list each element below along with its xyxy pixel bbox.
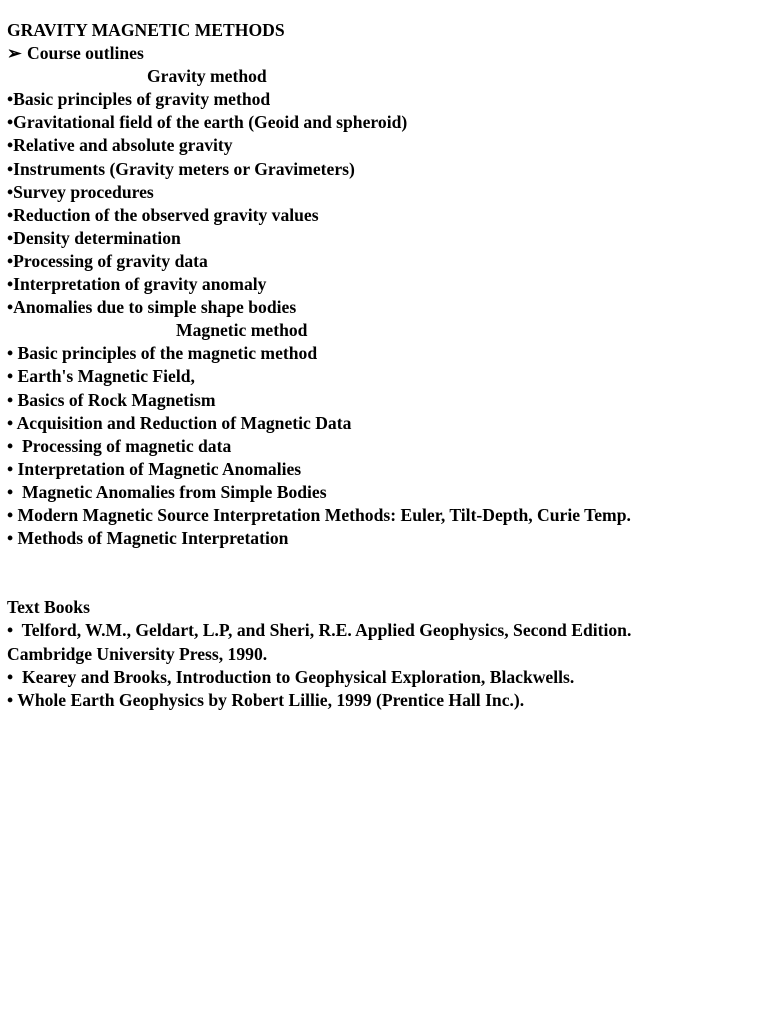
document-title: GRAVITY MAGNETIC METHODS bbox=[7, 20, 285, 40]
textbook-line: • Kearey and Brooks, Introduction to Geophysical Exploration, Blackwells. bbox=[7, 666, 575, 687]
list-item: •Anomalies due to simple shape bodies bbox=[7, 297, 297, 318]
list-item: • Modern Magnetic Source Interpretation Methods: Euler, Tilt-Depth, Curie Temp. bbox=[7, 504, 631, 525]
list-item: •Processing of gravity data bbox=[7, 250, 208, 271]
list-item: •Gravitational field of the earth (Geoid and spheroid) bbox=[7, 112, 408, 133]
section-spacer bbox=[7, 550, 762, 596]
list-item: • Earth's Magnetic Field, bbox=[7, 366, 195, 387]
textbook-line: • Whole Earth Geophysics by Robert Lillie, 1999 (Prentice Hall Inc.). bbox=[7, 689, 525, 710]
textbook-line: Cambridge University Press, 1990. bbox=[7, 643, 268, 664]
textbook-line: • Telford, W.M., Geldart, L.P, and Sheri, R.E. Applied Geophysics, Second Edition. bbox=[7, 620, 632, 641]
list-item: •Reduction of the observed gravity values bbox=[7, 204, 319, 225]
arrow-bullet-icon: ➢ bbox=[7, 43, 22, 64]
list-item: • Methods of Magnetic Interpretation bbox=[7, 528, 289, 549]
list-item: • Basics of Rock Magnetism bbox=[7, 389, 216, 410]
list-item: • Processing of magnetic data bbox=[7, 435, 232, 456]
text-books-heading: Text Books bbox=[7, 597, 90, 618]
document-body bbox=[7, 19, 762, 712]
list-item: • Acquisition and Reduction of Magnetic Data bbox=[7, 412, 352, 433]
course-outlines-heading bbox=[7, 42, 762, 65]
list-item: •Basic principles of gravity method bbox=[7, 89, 271, 110]
course-outlines-label: Course outlines bbox=[27, 43, 144, 64]
list-item: •Instruments (Gravity meters or Gravimeters) bbox=[7, 158, 355, 179]
list-item: •Density determination bbox=[7, 227, 181, 248]
list-item: • Magnetic Anomalies from Simple Bodies bbox=[7, 481, 327, 502]
list-item: • Interpretation of Magnetic Anomalies bbox=[7, 458, 302, 479]
list-item: •Relative and absolute gravity bbox=[7, 135, 233, 156]
magnetic-method-heading: Magnetic method bbox=[176, 320, 308, 341]
gravity-method-heading: Gravity method bbox=[147, 66, 267, 87]
list-item: • Basic principles of the magnetic method bbox=[7, 343, 318, 364]
list-item: •Survey procedures bbox=[7, 181, 154, 202]
list-item: •Interpretation of gravity anomaly bbox=[7, 274, 267, 295]
